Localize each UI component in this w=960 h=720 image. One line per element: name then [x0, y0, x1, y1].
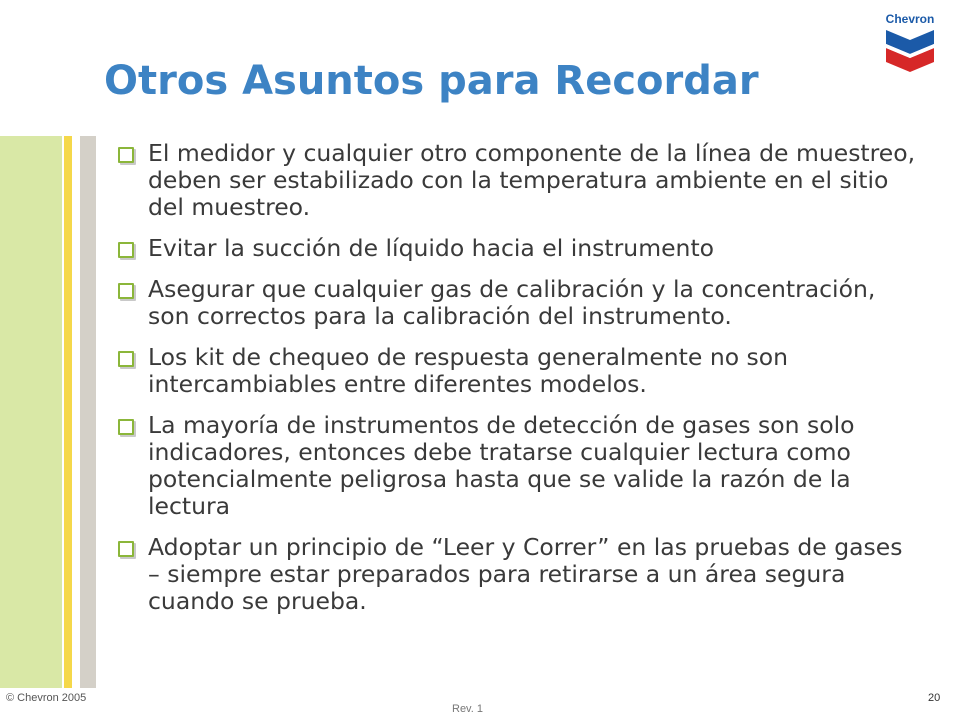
checkbox-bullet-icon	[118, 242, 134, 258]
side-bar-green	[0, 136, 62, 688]
bullet-text: El medidor y cualquier otro componente de la línea de muestreo, deben ser estabilizado con la temperatura ambiente en el sitio del muestreo.	[148, 139, 916, 221]
slide-title: Otros Asuntos para Recordar	[104, 58, 759, 104]
checkbox-bullet-icon	[118, 541, 134, 557]
bullet-text: Los kit de chequeo de respuesta generalmente no son intercambiables entre diferentes modelos.	[148, 343, 789, 398]
bullet-list	[118, 140, 918, 629]
bullet-text: Asegurar que cualquier gas de calibración y la concentración, son correctos para la calibración del instrumento.	[148, 275, 876, 330]
side-bar-yellow	[64, 136, 72, 688]
bullet-item	[118, 534, 918, 615]
bullet-item	[118, 276, 918, 330]
bullet-text: La mayoría de instrumentos de detección de gases son solo indicadores, entonces debe tratarse cualquier lectura como potencialmente peligrosa hasta que se valide la razón de la lectura	[148, 411, 855, 520]
bullet-item	[118, 344, 918, 398]
footer-revision: Rev. 1	[452, 703, 483, 715]
checkbox-bullet-icon	[118, 351, 134, 367]
logo-text: Chevron	[885, 12, 935, 26]
checkbox-bullet-icon	[118, 419, 134, 435]
bullet-item	[118, 412, 918, 520]
chevron-logo-icon	[878, 10, 942, 80]
side-bar-gray	[80, 136, 96, 688]
footer-copyright: © Chevron 2005	[6, 692, 87, 704]
bullet-text: Evitar la succión de líquido hacia el instrumento	[148, 234, 715, 262]
page-number: 20	[928, 692, 941, 704]
bullet-item	[118, 140, 918, 221]
checkbox-bullet-icon	[118, 147, 134, 163]
bullet-text: Adoptar un principio de “Leer y Correr” en las pruebas de gases – siempre estar preparados para retirarse a un área segura cuando se prueba.	[148, 533, 903, 615]
bullet-item	[118, 235, 918, 262]
checkbox-bullet-icon	[118, 283, 134, 299]
